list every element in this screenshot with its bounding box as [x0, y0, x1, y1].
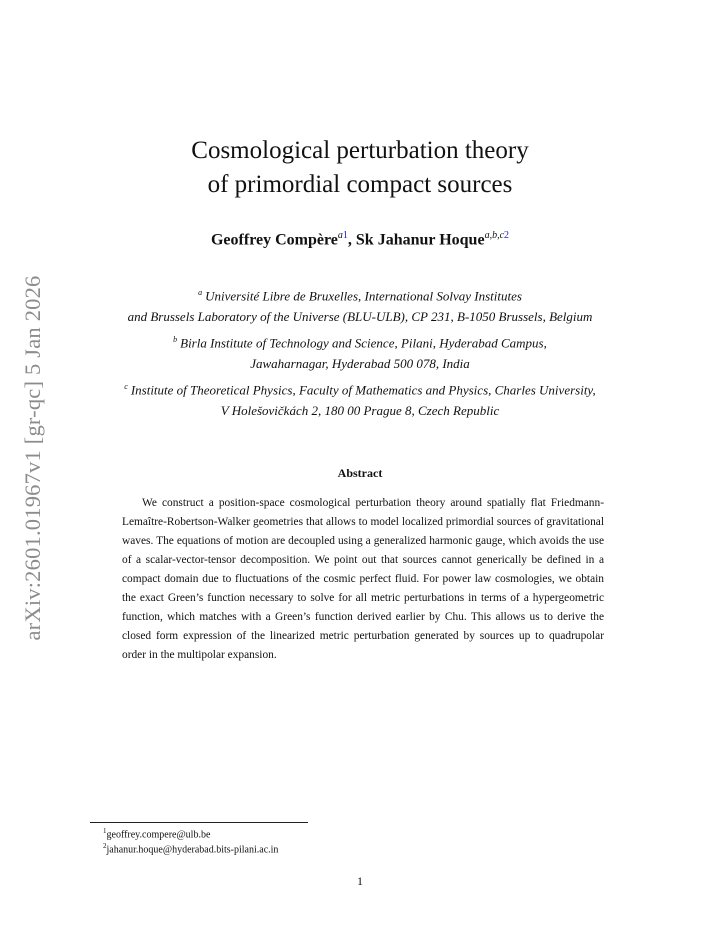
- title-line-2: of primordial compact sources: [207, 171, 513, 198]
- footnote-mark: 2: [103, 842, 107, 850]
- affiliation-a: [0, 282, 720, 327]
- author-affiliation-mark: a,b,c: [484, 230, 505, 241]
- footnote-divider: [90, 822, 308, 823]
- affiliation-line: Jawaharnagar, Hyderabad 500 078, India: [250, 356, 470, 372]
- affiliation-mark: c: [124, 382, 128, 391]
- author-separator: ,: [347, 231, 356, 249]
- affiliation-line: V Holešovičkách 2, 180 00 Prague 8, Czech Republic: [220, 403, 500, 419]
- affiliation-line: Birla Institute of Technology and Science, Pilani, Hyderabad Campus,: [180, 335, 547, 351]
- affiliation-c: [0, 376, 720, 421]
- affiliation-mark: b: [173, 335, 178, 344]
- footnote-email[interactable]: jahanur.hoque@hyderabad.bits-pilani.ac.in: [106, 844, 279, 856]
- arxiv-identifier-stamp: arXiv:2601.01967v1 [gr-qc] 5 Jan 2026: [20, 275, 45, 641]
- affiliation-line: Institute of Theoretical Physics, Faculty of Mathematics and Physics, Charles University,: [130, 382, 596, 398]
- author-list: [0, 230, 720, 249]
- footnote-link[interactable]: 2: [504, 230, 510, 241]
- affiliation-line: Université Libre de Bruxelles, International Solvay Institutes: [205, 288, 522, 304]
- author-name: Geoffrey Compère: [210, 231, 338, 249]
- paper-title: [0, 134, 720, 202]
- affiliation-b: [0, 329, 720, 374]
- affiliation-mark: a: [198, 288, 203, 297]
- affiliation-line: and Brussels Laboratory of the Universe (BLU-ULB), CP 231, B-1050 Brussels, Belgium: [127, 309, 593, 325]
- footnote-email[interactable]: geoffrey.compere@ulb.be: [106, 829, 211, 841]
- abstract-text: We construct a position-space cosmological perturbation theory around spatially flat Friedmann-Lemaître-Robertson-Walker geometries that allows to model localized primordial sources of gravitational waves. The equations of motion are decoupled using a generalized harmonic gauge, which avoids the use of a scalar-vector-tensor decomposition. We point out that sources cannot generically be defined in a compact domain due to fluctuations of the cosmic perfect fluid. For power law cosmologies, we obtain the exact Green’s function necessary to solve for all metric perturbations in terms of a hypergeometric function, which matches with a Green’s function derived earlier by Chu. This allows us to derive the closed form expression of the linearized metric perturbation generated by sources up to quadrupolar order in the multipolar expansion.: [122, 497, 604, 661]
- page-number: 1: [357, 874, 363, 888]
- author-affiliation-mark: a: [337, 230, 343, 241]
- footnote-link[interactable]: 1: [342, 230, 348, 241]
- footnote-2: [103, 839, 278, 857]
- abstract-heading: Abstract: [337, 466, 383, 480]
- author-name: Sk Jahanur Hoque: [355, 231, 485, 249]
- footnote-mark: 1: [103, 827, 107, 835]
- title-line-1: Cosmological perturbation theory: [191, 137, 529, 164]
